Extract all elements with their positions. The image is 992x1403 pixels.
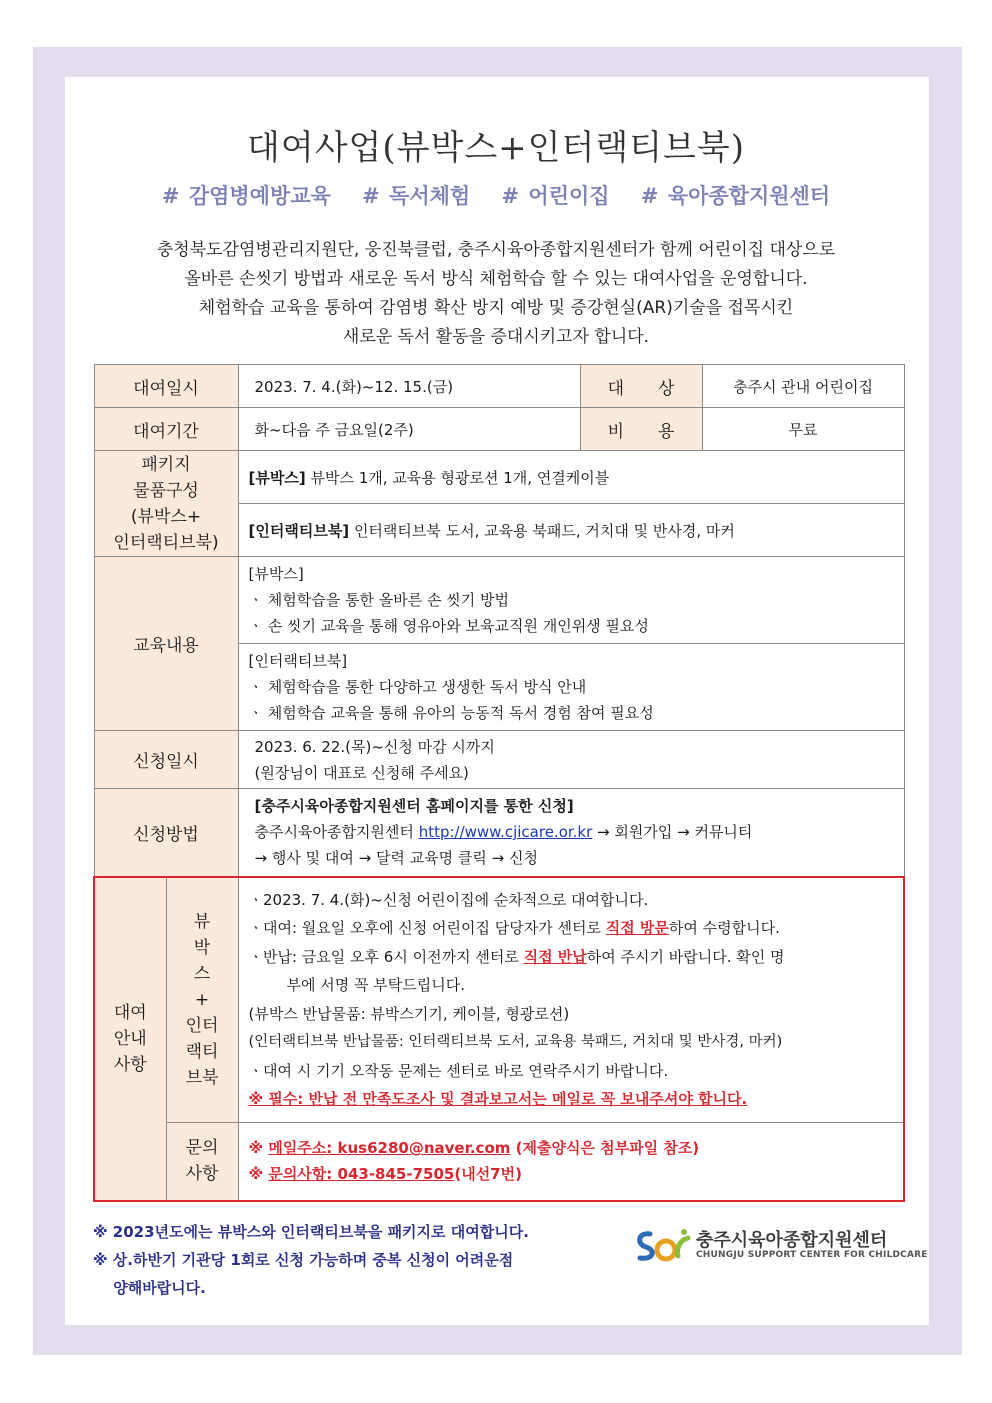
guide-line: (인터랙티브북 반납물품: 인터랙티브북 도서, 교육용 북패드, 거치대 및 반사경, 마커)	[248, 1034, 783, 1051]
fee-value: 무료	[702, 408, 904, 451]
table-row	[94, 408, 904, 451]
guide-sub-label-line: 브북	[185, 1067, 219, 1088]
package-label-line: 패키지	[141, 454, 191, 475]
guide-line: 부에 서명 꼭 부탁드립니다.	[286, 976, 465, 995]
edu-viewbox-head: [뷰박스]	[248, 565, 304, 583]
guide-required-note: ※ 필수: 반납 전 만족도조사 및 결과보고서는 메일로 꼭 보내주셔야 합니다.	[248, 1090, 748, 1109]
apply-method-line: → 행사 및 대여 → 달력 교육명 클릭 → 신청	[254, 849, 538, 868]
contact-label-line: 문의	[185, 1138, 219, 1159]
intro-line: 체험학습 교육을 통하여 감염병 확산 방지 예방 및 증강현실(AR)기술을 접목시킨	[198, 298, 794, 318]
fee-label: 비 용	[580, 408, 702, 451]
edu-label: 교육내용	[94, 557, 238, 731]
contact-mail-pre: ※	[248, 1139, 269, 1158]
table-row	[94, 557, 904, 644]
edu-item: ㆍ 체험학습 교육을 통해 유아의 능동적 독서 경험 참여 필요성	[248, 704, 654, 722]
contact-mail[interactable]: 메일주소: kus6280@naver.com	[268, 1139, 511, 1158]
center-logo	[632, 1226, 928, 1266]
guide-line	[249, 914, 894, 943]
guide-line3-red: 직접 반납	[523, 947, 587, 966]
apply-method-head: [충주시육아종합지원센터 홈페이지를 통한 신청]	[254, 797, 574, 816]
package-viewbox-text: 뷰박스 1개, 교육용 형광로션 1개, 연결케이블	[305, 468, 610, 487]
page-title: 대여사업(뷰박스+인터랙티브북)	[247, 128, 745, 168]
guide-label	[94, 877, 166, 1201]
edu-item: ㆍ 손 씻기 교육을 통해 영유아와 보육교직원 개인위생 필요성	[248, 617, 649, 635]
target-value: 충주시 관내 어린이집	[702, 365, 904, 408]
guide-label-line: 사항	[113, 1054, 147, 1075]
contact-label-line: 사항	[185, 1164, 219, 1185]
footer-note: ※ 상.하반기 기관당 1회로 신청 가능하며 중복 신청이 어려운점	[93, 1251, 514, 1269]
homepage-link[interactable]: http://www.cjicare.or.kr	[418, 823, 593, 842]
guide-line3-pre: ㆍ반납: 금요일 오후 6시 이전까지 센터로	[248, 947, 524, 966]
package-label-line: 인터랙티브북)	[113, 532, 219, 553]
contact-phone-post: (내선7번)	[454, 1165, 522, 1184]
guide-sub-label	[166, 877, 238, 1123]
rental-date-value: 2023. 7. 4.(화)~12. 15.(금)	[238, 365, 580, 408]
target-label: 대 상	[580, 365, 702, 408]
info-table	[93, 364, 905, 1202]
guide-line2-pre: ㆍ대여: 월요일 오후에 신청 어린이집 담당자가 센터로	[248, 919, 606, 938]
guide-sub-label-line: 박	[193, 937, 211, 958]
apply-date-line: 2023. 6. 22.(목)~신청 마감 시까지	[254, 737, 495, 756]
contact-label	[166, 1123, 238, 1201]
contact-mail-post: (제출양식은 첨부파일 참조)	[510, 1139, 700, 1158]
intro-paragraph	[0, 236, 992, 352]
apply-method-pre: 충주시육아종합지원센터	[254, 823, 419, 842]
footer-note: ※ 2023년도에는 뷰박스와 인터랙티브북을 패키지로 대여합니다.	[93, 1223, 529, 1241]
guide-sub-label-line: 인터	[185, 1015, 219, 1036]
contact-row	[94, 1123, 904, 1201]
package-label-line: 물품구성	[133, 480, 199, 501]
hashtag: # 육아종합지원센터	[640, 183, 831, 208]
apply-date-label: 신청일시	[94, 731, 238, 789]
guide-line2-post: 하여 수령합니다.	[668, 919, 780, 938]
guide-line3-post: 하여 주시기 바랍니다. 확인 명	[586, 947, 785, 966]
apply-method-post: → 회원가입 → 커뮤니티	[592, 823, 753, 842]
guide-sub-label-line: +	[194, 989, 210, 1010]
apply-date-line: (원장님이 대표로 신청해 주세요)	[254, 763, 469, 782]
package-book	[238, 504, 904, 557]
intro-line: 새로운 독서 활동을 증대시키고자 합니다.	[342, 327, 650, 347]
guide-label-line: 안내	[113, 1028, 147, 1049]
guide-sub-label-line: 랙티	[185, 1041, 219, 1062]
footer-notes	[93, 1218, 529, 1302]
logo-name: 충주시육아종합지원센터	[696, 1230, 888, 1251]
guide-row	[94, 877, 904, 1123]
apply-method-label: 신청방법	[94, 789, 238, 877]
guide-sub-label-line: 뷰	[193, 911, 211, 932]
intro-line: 올바른 손씻기 방법과 새로운 독서 방식 체험학습 할 수 있는 대여사업을 운영합니다.	[184, 269, 808, 289]
guide-sub-label-line: 스	[193, 963, 211, 984]
hashtag: # 독서체험	[362, 183, 471, 208]
rental-date-label: 대여일시	[94, 365, 238, 408]
table-row	[94, 451, 904, 504]
package-book-text: 인터랙티브북 도서, 교육용 북패드, 거치대 및 반사경, 마커	[349, 521, 735, 540]
logo-mark-icon	[632, 1226, 692, 1266]
contact-phone-line	[249, 1161, 894, 1187]
guide-line: ㆍ2023. 7. 4.(화)~신청 어린이집에 순차적으로 대여합니다.	[248, 890, 649, 909]
hashtag: # 감염병예방교육	[161, 183, 331, 208]
guide-label-line: 대여	[113, 1002, 147, 1023]
table-row	[94, 789, 904, 877]
package-label	[94, 451, 238, 557]
edu-book-head: [인터랙티브북]	[248, 652, 348, 670]
edu-viewbox	[238, 557, 904, 644]
package-book-tag: [인터랙티브북]	[248, 521, 350, 540]
package-viewbox	[238, 451, 904, 504]
package-viewbox-tag: [뷰박스]	[248, 468, 306, 487]
apply-method-line	[255, 819, 894, 845]
contact-content	[238, 1123, 904, 1201]
footer-note: 양해바랍니다.	[93, 1279, 206, 1297]
guide-line	[249, 943, 894, 972]
edu-book	[238, 644, 904, 731]
guide-line: (뷰박스 반납물품: 뷰박스기기, 케이블, 형광로션)	[248, 1004, 570, 1023]
rental-period-value: 화~다음 주 금요일(2주)	[238, 408, 580, 451]
apply-method-value	[238, 789, 904, 877]
logo-english: CHUNGJU SUPPORT CENTER FOR CHILDCARE	[696, 1250, 928, 1260]
edu-item: ㆍ 체험학습을 통한 올바른 손 씻기 방법	[248, 591, 509, 609]
contact-phone-pre: ※	[248, 1165, 269, 1184]
hashtag-row	[0, 180, 992, 210]
rental-period-label: 대여기간	[94, 408, 238, 451]
guide-content	[238, 877, 904, 1123]
package-label-line: (뷰박스+	[130, 506, 202, 527]
table-row	[94, 365, 904, 408]
contact-phone: 문의사항: 043-845-7505	[268, 1165, 455, 1184]
guide-line: ㆍ대여 시 기기 오작동 문제는 센터로 바로 연락주시기 바랍니다.	[248, 1061, 669, 1080]
edu-item: ㆍ 체험학습을 통한 다양하고 생생한 독서 방식 안내	[248, 678, 587, 696]
table-row	[94, 731, 904, 789]
contact-mail-line	[249, 1135, 894, 1161]
guide-line2-red: 직접 방문	[605, 919, 669, 938]
apply-date-value	[238, 731, 904, 789]
hashtag: # 어린이집	[501, 183, 610, 208]
intro-line: 충청북도감염병관리지원단, 웅진북클럽, 충주시육아종합지원센터가 함께 어린이집 대상으로	[156, 240, 836, 260]
